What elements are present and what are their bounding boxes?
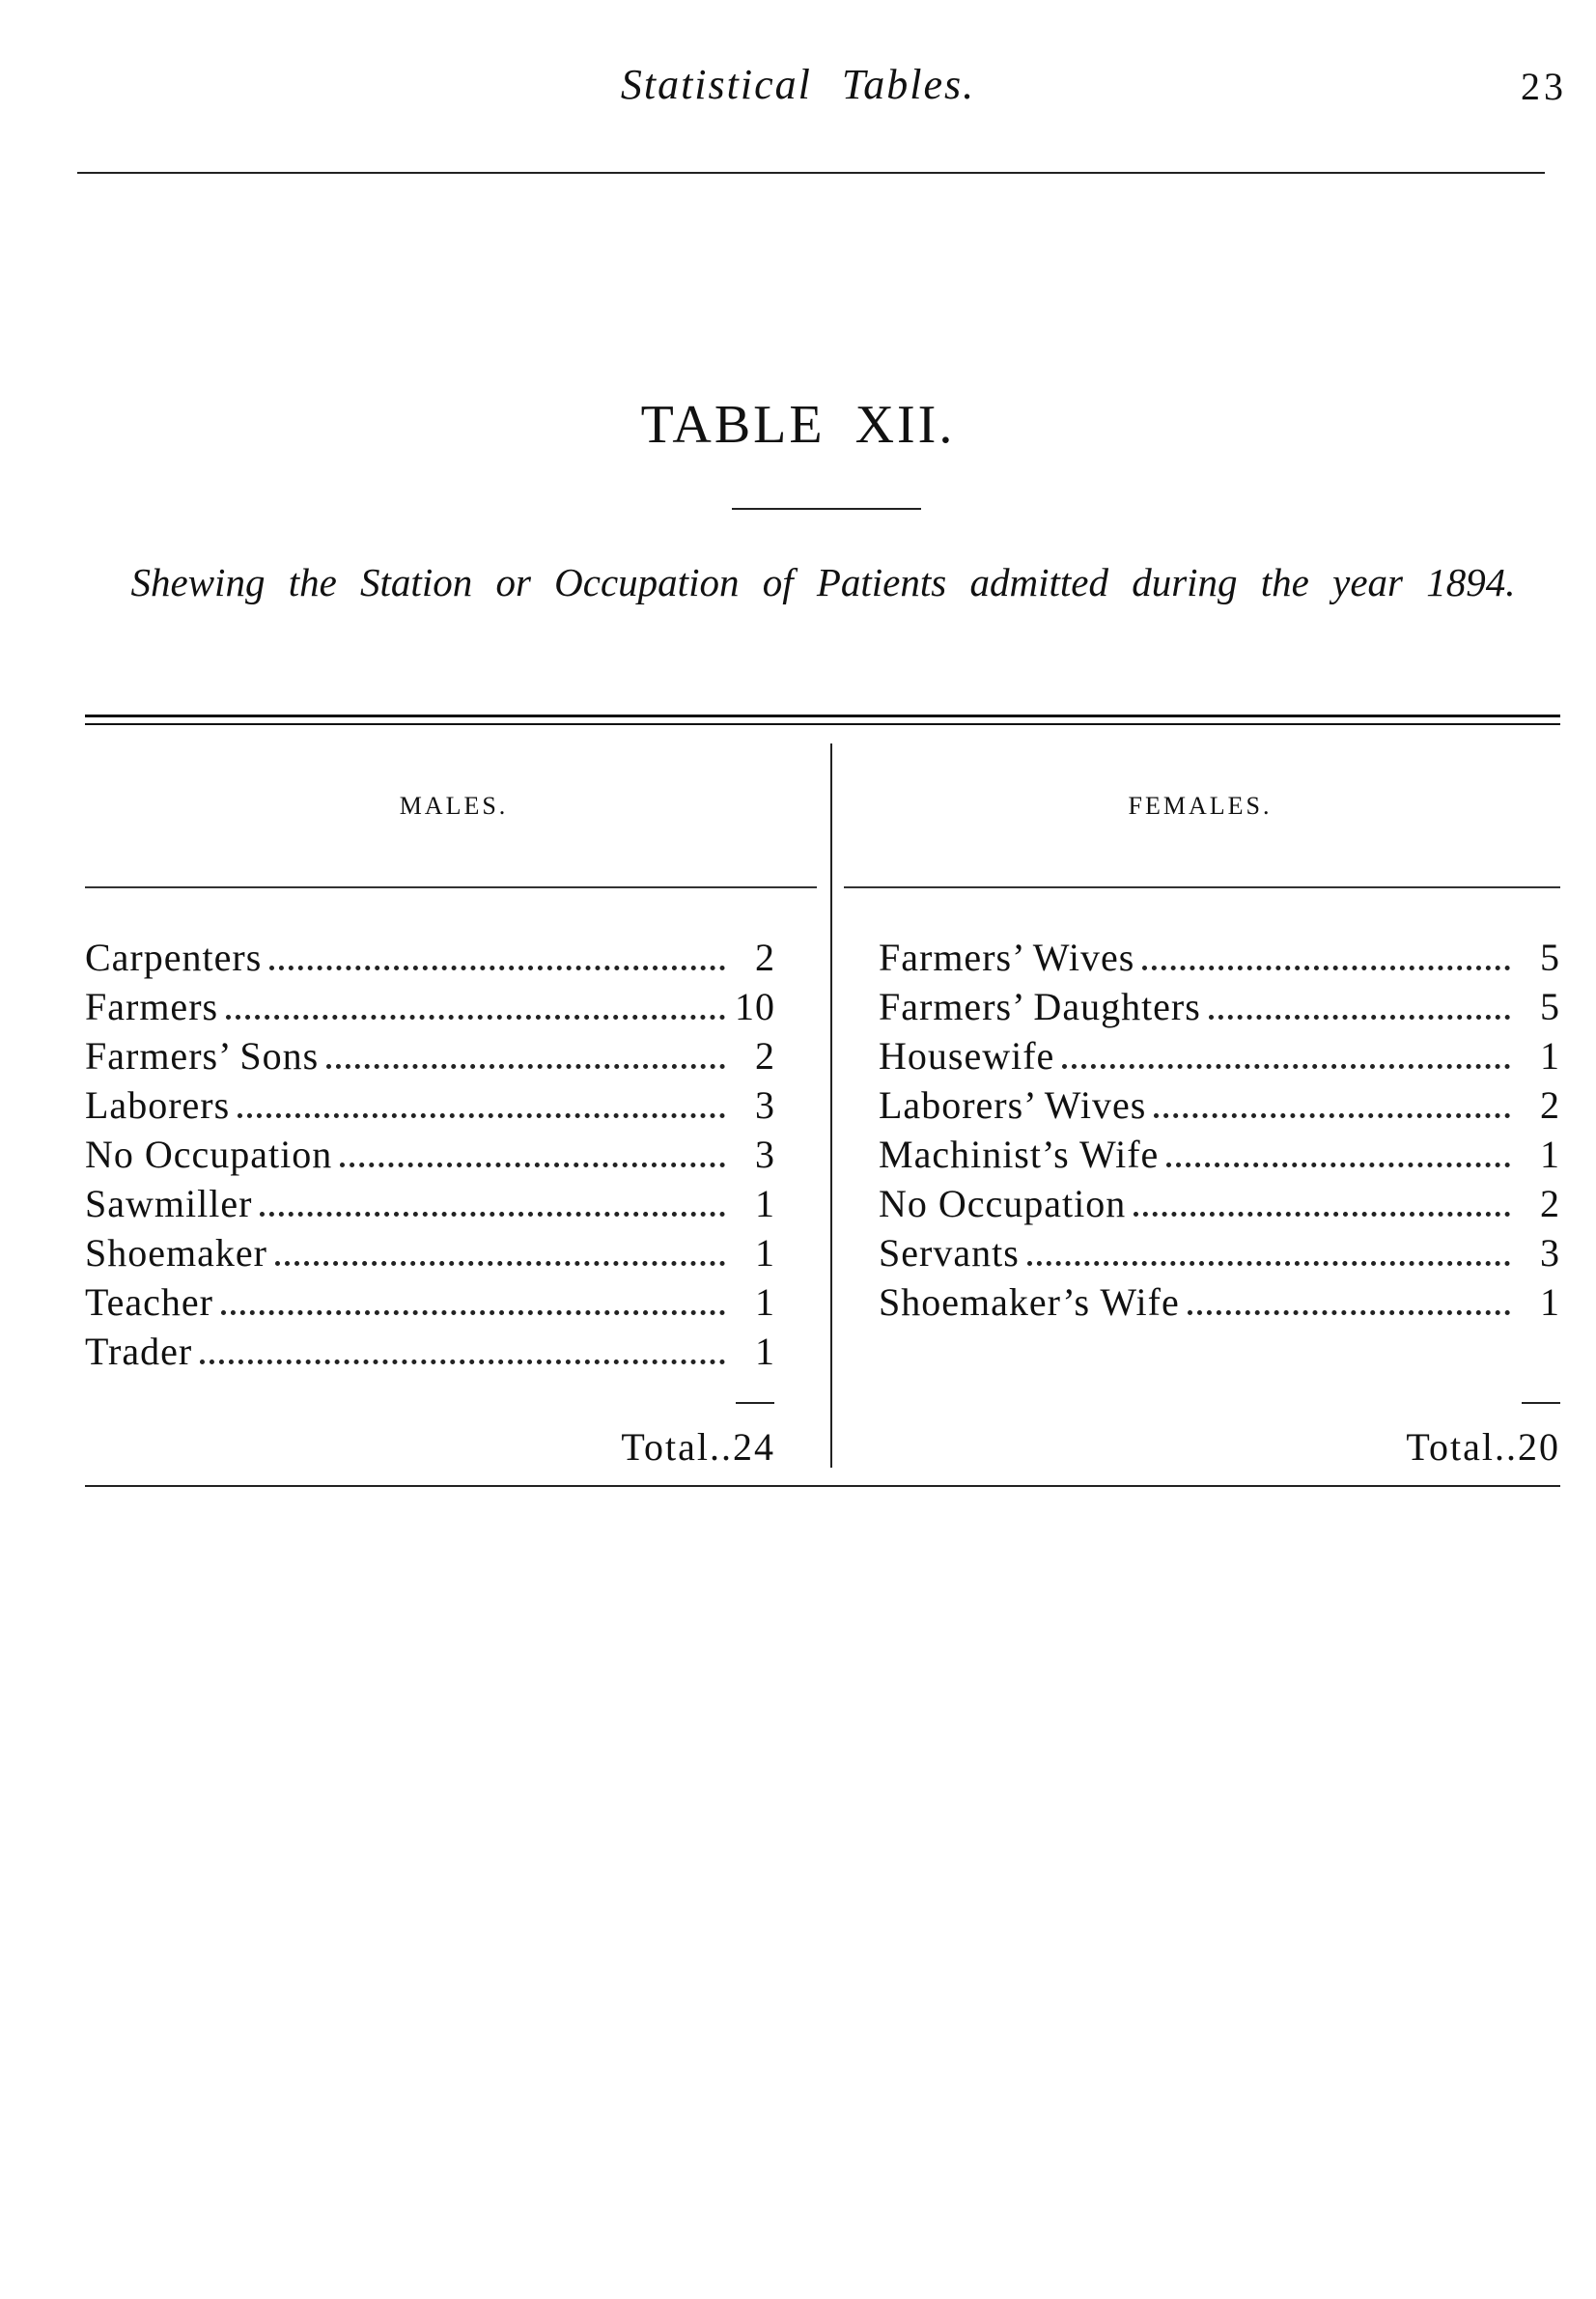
occupation-label: Farmers’ Wives bbox=[879, 936, 1135, 979]
table-row bbox=[85, 1329, 775, 1378]
column-divider bbox=[830, 743, 832, 1468]
occupation-count: 1 bbox=[755, 1182, 775, 1225]
table-row bbox=[85, 1279, 775, 1329]
dot-leader bbox=[326, 1052, 725, 1069]
males-total-rule bbox=[736, 1402, 774, 1404]
females-header-rule bbox=[844, 886, 1560, 888]
dot-leader bbox=[1209, 1003, 1510, 1020]
table-bottom-rule bbox=[85, 1485, 1560, 1487]
males-total: Total..24 bbox=[621, 1425, 775, 1469]
occupation-count: 1 bbox=[755, 1330, 775, 1373]
dot-leader bbox=[1188, 1299, 1510, 1315]
occupation-label: Teacher bbox=[85, 1280, 213, 1324]
dot-leader bbox=[1027, 1249, 1510, 1266]
dot-leader bbox=[340, 1151, 725, 1167]
table-caption: Shewing the Station or Occupation of Patients admitted during the year 1894. bbox=[130, 560, 1516, 604]
table-row bbox=[879, 1132, 1560, 1181]
table-row bbox=[85, 1033, 775, 1082]
occupation-count: 5 bbox=[1540, 985, 1560, 1028]
occupation-label: Shoemaker’s Wife bbox=[879, 1280, 1180, 1324]
dot-leader bbox=[275, 1249, 725, 1266]
table-row bbox=[85, 1230, 775, 1279]
dot-leader bbox=[226, 1003, 725, 1020]
males-occupation-list bbox=[85, 935, 775, 1378]
table-row bbox=[879, 1181, 1560, 1230]
occupation-label: Farmers’ Sons bbox=[85, 1034, 320, 1078]
dot-leader bbox=[1134, 1200, 1510, 1217]
occupation-label: Machinist’s Wife bbox=[879, 1133, 1160, 1176]
running-head bbox=[0, 60, 1596, 118]
occupation-label: Carpenters bbox=[85, 936, 263, 979]
occupation-count: 3 bbox=[1540, 1231, 1560, 1275]
dot-leader bbox=[269, 954, 725, 970]
table-row bbox=[879, 1279, 1560, 1329]
table-row bbox=[85, 935, 775, 984]
occupation-label: Housewife bbox=[879, 1034, 1055, 1078]
occupation-count: 10 bbox=[735, 985, 775, 1028]
dot-leader bbox=[1142, 954, 1510, 970]
dot-leader bbox=[238, 1102, 725, 1118]
table-row bbox=[85, 984, 775, 1033]
table-title: TABLE XII. bbox=[640, 395, 956, 455]
dot-leader bbox=[1166, 1151, 1510, 1167]
occupation-label: Sawmiller bbox=[85, 1182, 253, 1225]
occupation-label: Farmers bbox=[85, 985, 219, 1028]
females-occupation-list bbox=[879, 935, 1560, 1329]
occupation-count: 1 bbox=[755, 1231, 775, 1275]
dot-leader bbox=[1154, 1102, 1510, 1118]
running-title: Statistical Tables. bbox=[620, 61, 976, 108]
header-rule bbox=[77, 172, 1545, 174]
occupation-count: 1 bbox=[1540, 1034, 1560, 1078]
table-row bbox=[85, 1082, 775, 1132]
occupation-label: Laborers’ Wives bbox=[879, 1083, 1147, 1127]
occupation-count: 3 bbox=[755, 1083, 775, 1127]
occupation-label: Servants bbox=[879, 1231, 1020, 1275]
table-row bbox=[879, 1033, 1560, 1082]
table-row bbox=[879, 935, 1560, 984]
occupation-label: Trader bbox=[85, 1330, 193, 1373]
occupation-label: Shoemaker bbox=[85, 1231, 267, 1275]
occupation-count: 2 bbox=[755, 936, 775, 979]
females-total: Total..20 bbox=[1406, 1425, 1560, 1469]
occupation-count: 1 bbox=[1540, 1280, 1560, 1324]
title-rule bbox=[732, 508, 921, 510]
occupation-count: 1 bbox=[755, 1280, 775, 1324]
table-row bbox=[85, 1181, 775, 1230]
males-column-header: MALES. bbox=[399, 792, 509, 820]
table-row bbox=[879, 1082, 1560, 1132]
occupation-label: No Occupation bbox=[85, 1133, 333, 1176]
occupation-label: Laborers bbox=[85, 1083, 231, 1127]
males-header-rule bbox=[85, 886, 817, 888]
table-top-double-rule bbox=[85, 715, 1560, 725]
dot-leader bbox=[1062, 1052, 1510, 1069]
dot-leader bbox=[260, 1200, 725, 1217]
occupation-label: No Occupation bbox=[879, 1182, 1127, 1225]
table-row bbox=[85, 1132, 775, 1181]
females-total-rule bbox=[1522, 1402, 1560, 1404]
table-row bbox=[879, 984, 1560, 1033]
occupation-label: Farmers’ Daughters bbox=[879, 985, 1201, 1028]
females-column-header: FEMALES. bbox=[1128, 792, 1273, 820]
occupation-count: 3 bbox=[755, 1133, 775, 1176]
occupation-count: 2 bbox=[755, 1034, 775, 1078]
occupation-count: 2 bbox=[1540, 1182, 1560, 1225]
dot-leader bbox=[200, 1348, 725, 1364]
occupation-count: 2 bbox=[1540, 1083, 1560, 1127]
table-row bbox=[879, 1230, 1560, 1279]
occupation-count: 5 bbox=[1540, 936, 1560, 979]
occupation-count: 1 bbox=[1540, 1133, 1560, 1176]
page-number: 23 bbox=[1521, 65, 1567, 108]
dot-leader bbox=[221, 1299, 725, 1315]
